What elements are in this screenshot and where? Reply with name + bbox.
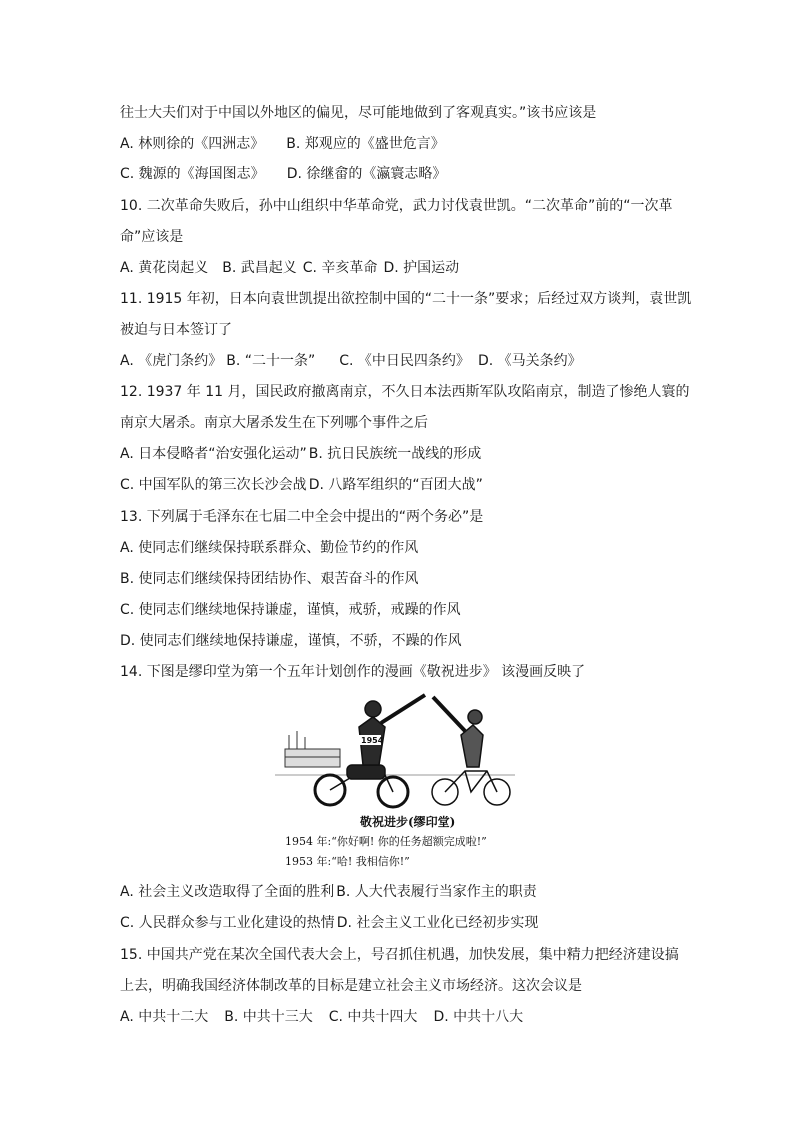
q10-option-a: A. 黄花岗起义 — [120, 260, 209, 276]
q10-option-b: B. 武昌起义 — [222, 260, 297, 276]
q15-stem-line1: 15. 中国共产党在某次全国代表大会上，号召抓住机遇，加快发展，集中精力把经济建设搞 — [120, 947, 679, 963]
q15-stem-line2: 上去，明确我国经济体制改革的目标是建立社会主义市场经济。这次会议是 — [120, 978, 582, 994]
q12-option-a: A. 日本侵略者“治安强化运动” — [120, 446, 307, 462]
q14-options-row2 — [120, 913, 538, 933]
q14-stem: 14. 下图是缪印堂为第一个五年计划创作的漫画《敬祝进步》 该漫画反映了 — [120, 664, 586, 680]
q12-options-row2 — [120, 475, 483, 495]
q9-options-row2 — [120, 164, 446, 184]
q15-option-d: D. 中共十八大 — [433, 1009, 524, 1025]
q10-options — [120, 258, 459, 278]
q13-option-c: C. 使同志们继续地保持谦虚，谨慎，戒骄，戒躁的作风 — [120, 602, 461, 618]
q11-options — [120, 351, 582, 371]
q13-option-b: B. 使同志们继续保持团结协作、艰苦奋斗的作风 — [120, 571, 419, 587]
q9-option-c: C. 魏源的《海国图志》 — [120, 166, 265, 182]
q11-option-b: B. “二十一条” — [226, 353, 316, 369]
motorcycle-plate-number: 1954 — [361, 736, 384, 745]
cartoon-caption-line2: 1953 年:“哈! 我相信你!” — [285, 855, 410, 868]
cartoon-caption-line1: 1954 年:“你好啊! 你的任务超额完成啦!” — [285, 835, 487, 848]
q11-option-d: D. 《马关条约》 — [477, 353, 582, 369]
q14-options-row1 — [120, 882, 537, 902]
q11-stem-line1: 11. 1915 年初，日本向袁世凯提出欲控制中国的“二十一条”要求；后经过双方谈判，袁世凯 — [120, 291, 692, 307]
q12-stem-line2: 南京大屠杀。南京大屠杀发生在下列哪个事件之后 — [120, 415, 428, 431]
q12-option-d: D. 八路军组织的“百团大战” — [308, 477, 483, 493]
q12-option-b: B. 抗日民族统一战线的形成 — [308, 446, 482, 462]
q9-option-a: A. 林则徐的《四洲志》 — [120, 136, 265, 152]
q14-option-a: A. 社会主义改造取得了全面的胜利 — [120, 884, 335, 900]
cartoon-caption-title: 敬祝进步(缪印堂) — [360, 815, 456, 829]
q9-option-d: D. 徐继畲的《瀛寰志略》 — [286, 166, 447, 182]
q15-options — [120, 1007, 523, 1027]
q14-option-b: B. 人大代表履行当家作主的职责 — [336, 884, 537, 900]
q9-options-row1 — [120, 134, 445, 154]
q13-stem: 13. 下列属于毛泽东在七届二中全会中提出的“两个务必”是 — [120, 509, 484, 525]
q15-option-a: A. 中共十二大 — [120, 1009, 209, 1025]
q13-option-a: A. 使同志们继续保持联系群众、勤俭节约的作风 — [120, 540, 419, 556]
q11-option-c: C. 《中日民四条约》 — [339, 353, 470, 369]
q15-option-c: C. 中共十四大 — [328, 1009, 418, 1025]
q12-options-row1 — [120, 444, 481, 464]
q15-option-b: B. 中共十三大 — [224, 1009, 313, 1025]
q10-stem-line2: 命”应该是 — [120, 229, 184, 245]
bicycle-rider — [432, 697, 510, 805]
q14-option-c: C. 人民群众参与工业化建设的热情 — [120, 915, 335, 931]
q9-option-b: B. 郑观应的《盛世危言》 — [286, 136, 445, 152]
q10-option-c: C. 辛亥革命 — [302, 260, 378, 276]
q12-option-c: C. 中国军队的第三次长沙会战 — [120, 477, 307, 493]
q13-option-d: D. 使同志们继续地保持谦虚，谨慎，不骄，不躁的作风 — [120, 633, 462, 649]
q11-stem-line2: 被迫与日本签订了 — [120, 322, 232, 338]
q9-continuation: 往士大夫们对于中国以外地区的偏见，尽可能地做到了客观真实。”该书应该是 — [120, 105, 597, 121]
q10-option-d: D. 护国运动 — [383, 260, 460, 276]
q10-stem-line1: 10. 二次革命失败后，孙中山组织中华革命党，武力讨伐袁世凯。“二次革命”前的“一次革 — [120, 198, 673, 214]
q12-stem-line1: 12. 1937 年 11 月，国民政府撤离南京，不久日本法西斯军队攻陷南京，制造了惨绝人寰的 — [120, 384, 690, 400]
q11-option-a: A. 《虎门条约》 — [120, 353, 223, 369]
q14-option-d: D. 社会主义工业化已经初步实现 — [336, 915, 539, 931]
